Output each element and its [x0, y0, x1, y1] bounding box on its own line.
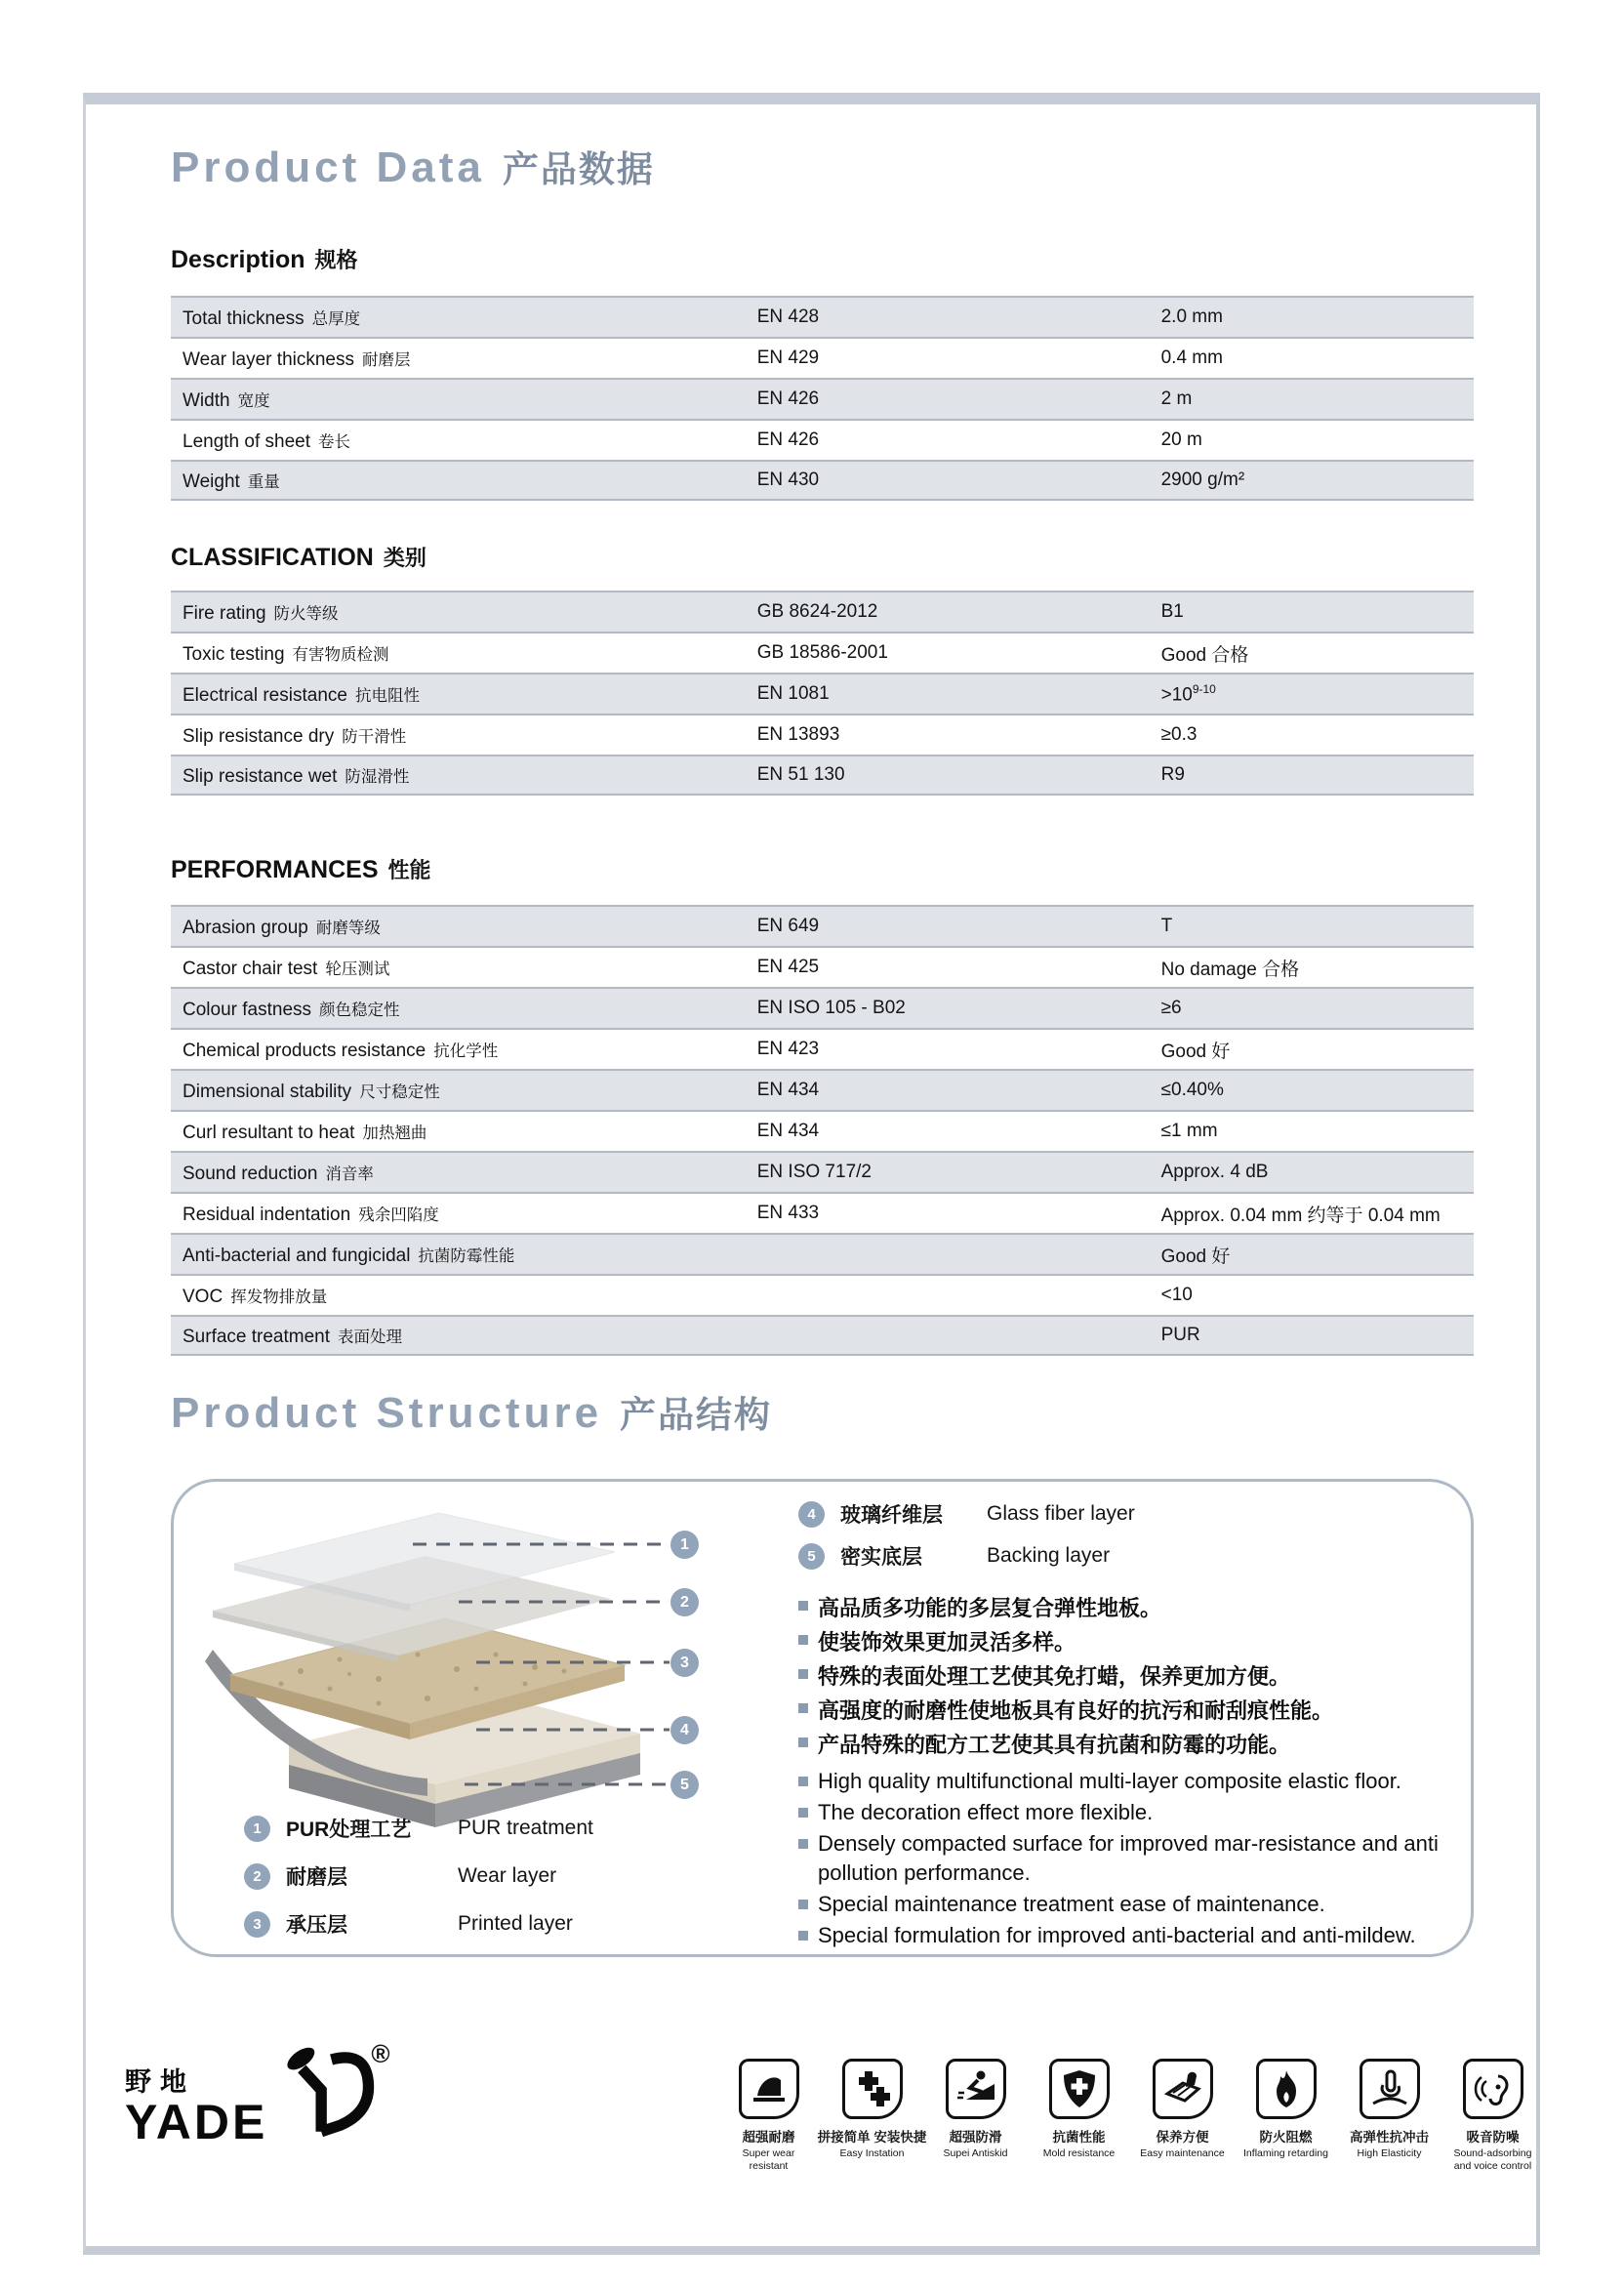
heading-en: CLASSIFICATION [171, 544, 374, 571]
legend-marker-number: 4 [798, 1501, 825, 1528]
row-label-zh: 宽度 [237, 391, 270, 410]
legend-marker-number: 3 [244, 1911, 270, 1938]
row-value [1161, 998, 1474, 1019]
row-label-zh: 颜色稳定性 [319, 1001, 400, 1019]
row-value-text: >10 [1160, 684, 1193, 706]
table-row [171, 1069, 1474, 1110]
row-label [171, 1161, 757, 1185]
page-title-zh: 产品数据 [502, 149, 655, 189]
row-label [171, 388, 757, 412]
badge-label-en: Easy Instation [839, 2147, 905, 2159]
certification-badge [722, 2059, 815, 2172]
row-standard: GB 8624-2012 [756, 601, 878, 622]
row-label-en: Slip resistance dry [183, 725, 335, 747]
row-label-en: Wear layer thickness [183, 348, 354, 370]
heading-en: PERFORMANCES [171, 856, 379, 883]
row-label-zh: 消音率 [325, 1165, 374, 1183]
row-label-en: Castor chair test [183, 958, 318, 979]
certification-badge [929, 2059, 1022, 2172]
table-row [171, 419, 1474, 460]
row-value-text: <10 [1160, 1285, 1193, 1305]
row-label-zh: 尺寸稳定性 [359, 1083, 440, 1101]
legend-label-zh: PUR处理工艺 [286, 1819, 412, 1841]
legend-label-zh: 承压层 [286, 1914, 347, 1937]
certification-badge [1343, 2059, 1436, 2172]
table-row [171, 460, 1474, 501]
row-value [1161, 429, 1474, 451]
certification-badge [1446, 2059, 1539, 2172]
row-label-en: Total thickness [183, 307, 304, 329]
section-heading-description [171, 244, 358, 274]
row-label-zh: 重量 [247, 472, 280, 491]
row-value [1161, 470, 1474, 491]
badge-label-zh: 拼接简单 安装快捷 [817, 2130, 927, 2145]
bullet-item: Special maintenance treatment ease of maintenance. [798, 1890, 1464, 1919]
row-value-text: Good 好 [1160, 1041, 1231, 1062]
row-value-text: 20 m [1160, 429, 1202, 450]
brand-logo [125, 2039, 394, 2149]
row-label-en: Electrical resistance [183, 684, 347, 706]
antiskid-icon [946, 2059, 1006, 2119]
description-table [171, 296, 1474, 501]
row-label [171, 469, 757, 493]
row-label-zh: 抗菌防霉性能 [418, 1247, 515, 1265]
flame-retardant-icon [1256, 2059, 1317, 2119]
row-label-zh: 抗化学性 [433, 1042, 499, 1060]
row-standard: EN 434 [756, 1080, 820, 1100]
row-standard: EN 51 130 [756, 764, 845, 785]
badge-label-en: High Elasticity [1357, 2147, 1422, 2159]
row-standard: EN 434 [756, 1121, 820, 1141]
page-card [83, 93, 1540, 2255]
table-row [171, 632, 1474, 673]
row-value-text: 2 m [1160, 388, 1193, 409]
certification-badge [817, 2059, 927, 2172]
high-elasticity-icon [1360, 2059, 1420, 2119]
row-value-text: 0.4 mm [1160, 347, 1223, 368]
row-label-en: Anti-bacterial and fungicidal [183, 1245, 411, 1266]
row-value-text: Good 合格 [1160, 644, 1249, 666]
row-label-zh: 卷长 [318, 432, 350, 451]
row-label-zh: 防干滑性 [342, 727, 407, 746]
section-heading-classification [171, 542, 426, 572]
row-value-text: Approx. 0.04 mm 约等于 0.04 mm [1160, 1205, 1441, 1226]
row-value [1161, 955, 1474, 981]
bullet-item: Densely compacted surface for improved mar-resistance and anti pollution performance. [798, 1829, 1464, 1888]
row-label-zh: 耐磨等级 [315, 919, 381, 937]
table-row [171, 1192, 1474, 1233]
registered-trademark: ® [371, 2039, 390, 2068]
row-label-en: Width [183, 389, 230, 411]
legend-label-zh: 密实底层 [840, 1546, 922, 1569]
badge-label-en: Inflaming retarding [1243, 2147, 1328, 2159]
row-value-text: ≥0.3 [1160, 724, 1198, 745]
row-label [171, 763, 757, 788]
row-label-en: VOC [183, 1286, 223, 1307]
row-value-text: ≤0.40% [1160, 1080, 1224, 1100]
certification-badge [1136, 2059, 1229, 2172]
badge-label-zh: 高弹性抗冲击 [1350, 2130, 1429, 2145]
row-value-text: Good 好 [1160, 1246, 1231, 1267]
brand-name-zh: 野地 [125, 2067, 195, 2097]
row-value [1161, 724, 1474, 746]
classification-table [171, 591, 1474, 796]
heading-zh: 类别 [383, 546, 426, 570]
diagram-marker: 3 [670, 1649, 699, 1677]
row-value-text: No damage 合格 [1160, 959, 1300, 980]
row-label-zh: 轮压测试 [325, 960, 390, 978]
legend-marker-number: 2 [244, 1863, 270, 1890]
row-label-zh: 残余凹陷度 [358, 1206, 439, 1224]
row-label-zh: 加热翘曲 [362, 1124, 427, 1142]
legend-label-en: Wear layer [458, 1864, 557, 1887]
row-value [1161, 1201, 1474, 1227]
badge-label-en: Easy maintenance [1140, 2147, 1225, 2159]
row-label-zh: 耐磨层 [362, 350, 411, 369]
row-label-zh: 抗电阻性 [354, 686, 420, 705]
row-label-en: Abrasion group [183, 917, 308, 938]
diagram-marker: 4 [670, 1716, 699, 1744]
product-structure-panel [171, 1479, 1474, 1957]
table-row [171, 1274, 1474, 1315]
table-row [171, 1151, 1474, 1192]
row-label [171, 915, 757, 939]
row-standard: EN 649 [756, 916, 820, 936]
mold-resistance-icon [1049, 2059, 1110, 2119]
row-standard: EN ISO 717/2 [756, 1162, 872, 1182]
sound-absorbing-icon [1463, 2059, 1523, 2119]
row-value-text: PUR [1160, 1325, 1200, 1345]
row-value [1161, 682, 1474, 706]
row-value-text: B1 [1160, 601, 1184, 622]
table-row [171, 1110, 1474, 1151]
heading-zh: 性能 [387, 858, 431, 882]
row-label [171, 429, 757, 453]
badge-label-en: Supei Antiskid [943, 2147, 1008, 2159]
badge-label-en: Mold resistance [1042, 2147, 1116, 2159]
easy-install-icon [842, 2059, 903, 2119]
row-label [171, 682, 757, 707]
row-standard: EN 430 [756, 470, 820, 490]
feature-bullets-en [798, 1767, 1464, 1952]
row-value [1161, 1285, 1474, 1306]
row-value [1161, 307, 1474, 328]
row-label-zh: 防火等级 [273, 604, 339, 623]
table-row [171, 905, 1474, 946]
row-label [171, 1038, 757, 1062]
page-title [171, 140, 655, 192]
page-title-en: Product Data [171, 143, 485, 191]
bullet-item: 高强度的耐磨性使地板具有良好的抗污和耐刮痕性能。 [798, 1694, 1464, 1728]
row-label-zh: 防湿滑性 [345, 767, 410, 786]
row-value-text: 2900 g/m² [1160, 470, 1245, 490]
legend-right [798, 1499, 1135, 1583]
row-value-text: Approx. 4 dB [1160, 1162, 1269, 1182]
badge-label-zh: 超强耐磨 [742, 2130, 795, 2145]
feature-bullets-zh [798, 1591, 1464, 1762]
certification-badge [1033, 2059, 1125, 2172]
table-row [171, 591, 1474, 632]
row-standard: EN 428 [756, 307, 820, 327]
row-label [171, 956, 757, 980]
table-row [171, 378, 1474, 419]
row-label-zh: 总厚度 [311, 309, 361, 328]
row-label-en: Toxic testing [183, 643, 285, 665]
row-standard: EN 425 [756, 957, 820, 977]
row-label [171, 1120, 757, 1144]
structure-title-zh: 产品结构 [620, 1395, 773, 1435]
legend-label-en: Glass fiber layer [987, 1502, 1135, 1525]
row-value-text: ≤1 mm [1160, 1121, 1218, 1141]
row-standard: EN 13893 [756, 724, 840, 745]
performances-table [171, 905, 1474, 1356]
row-label-en: Residual indentation [183, 1204, 351, 1225]
diagram-marker: 2 [670, 1588, 699, 1616]
bullet-item: 使装饰效果更加灵活多样。 [798, 1625, 1464, 1659]
badge-label-zh: 吸音防噪 [1466, 2130, 1520, 2145]
row-value [1161, 1080, 1474, 1101]
row-value [1161, 388, 1474, 410]
row-label-en: Dimensional stability [183, 1081, 352, 1102]
heading-zh: 规格 [314, 248, 358, 272]
row-value [1161, 1037, 1474, 1063]
row-standard: EN 423 [756, 1039, 820, 1059]
legend-item [244, 1909, 593, 1939]
table-row [171, 673, 1474, 714]
table-row [171, 987, 1474, 1028]
row-label [171, 1079, 757, 1103]
row-value [1161, 347, 1474, 369]
row-label [171, 1324, 757, 1348]
row-standard: EN 426 [756, 388, 820, 409]
diagram-marker: 5 [670, 1771, 699, 1799]
table-row [171, 755, 1474, 796]
row-value-text: T [1160, 916, 1173, 936]
section-heading-performances [171, 854, 431, 884]
legend-label-en: Backing layer [987, 1544, 1111, 1567]
legend-left [244, 1814, 593, 1957]
badge-label-zh: 超强防滑 [949, 2130, 1002, 2145]
row-value [1161, 1121, 1474, 1142]
row-value-sup: 9-10 [1192, 681, 1216, 696]
row-value-text: ≥6 [1160, 998, 1182, 1018]
row-label-en: Colour fastness [183, 999, 312, 1020]
legend-label-zh: 耐磨层 [286, 1866, 347, 1889]
row-label-en: Chemical products resistance [183, 1040, 426, 1061]
row-standard: EN 433 [756, 1203, 820, 1223]
structure-title-en: Product Structure [171, 1389, 603, 1437]
bullet-item: Special formulation for improved anti-bacterial and anti-mildew. [798, 1921, 1464, 1950]
legend-label-en: Printed layer [458, 1912, 573, 1935]
legend-item [798, 1499, 1135, 1529]
legend-marker-number: 5 [798, 1543, 825, 1570]
row-value [1161, 640, 1474, 667]
legend-marker-number: 1 [244, 1816, 270, 1842]
row-value [1161, 1325, 1474, 1346]
row-value [1161, 601, 1474, 623]
brand-name-en: YADE [125, 2095, 268, 2149]
brand-logo-text [125, 2061, 268, 2149]
row-label-en: Surface treatment [183, 1326, 331, 1347]
table-row [171, 1233, 1474, 1274]
row-value [1161, 1242, 1474, 1268]
wear-resistant-icon [739, 2059, 799, 2119]
row-value [1161, 916, 1474, 937]
badge-label-en: Sound-adsorbing and voice control [1453, 2147, 1532, 2172]
row-label-en: Slip resistance wet [183, 765, 338, 787]
table-row [171, 1028, 1474, 1069]
row-label [171, 723, 757, 748]
row-value-text: R9 [1160, 764, 1185, 785]
row-label [171, 1202, 757, 1226]
easy-maintenance-icon [1153, 2059, 1213, 2119]
badge-label-zh: 保养方便 [1156, 2130, 1209, 2145]
badge-label-zh: 防火阻燃 [1259, 2130, 1313, 2145]
row-label [171, 1284, 757, 1308]
row-standard: EN 426 [756, 429, 820, 450]
badge-label-zh: 抗菌性能 [1052, 2130, 1106, 2145]
structure-title [171, 1385, 772, 1438]
heading-en: Description [171, 246, 305, 273]
certification-badge [1239, 2059, 1332, 2172]
bullet-item: High quality multifunctional multi-layer composite elastic floor. [798, 1767, 1464, 1796]
row-label-en: Length of sheet [183, 430, 310, 452]
table-row [171, 946, 1474, 987]
legend-label-zh: 玻璃纤维层 [840, 1504, 943, 1527]
legend-item [244, 1814, 593, 1843]
certification-badges [722, 2059, 1539, 2172]
bullet-item: The decoration effect more flexible. [798, 1798, 1464, 1827]
bullet-item: 产品特殊的配方工艺使其具有抗菌和防霉的功能。 [798, 1728, 1464, 1762]
row-label-en: Fire rating [183, 602, 266, 624]
row-value [1161, 1162, 1474, 1183]
row-label-en: Weight [183, 470, 240, 492]
row-label [171, 641, 757, 666]
row-label-zh: 有害物质检测 [292, 645, 389, 664]
row-standard: EN ISO 105 - B02 [756, 998, 906, 1018]
row-label-zh: 表面处理 [338, 1328, 403, 1346]
row-label [171, 347, 757, 371]
bullet-item: 高品质多功能的多层复合弹性地板。 [798, 1591, 1464, 1625]
legend-label-en: PUR treatment [458, 1817, 593, 1839]
table-row [171, 714, 1474, 755]
row-label [171, 600, 757, 625]
table-row [171, 1315, 1474, 1356]
row-label [171, 997, 757, 1021]
row-standard: GB 18586-2001 [756, 642, 888, 663]
badge-label-en: Super wear resistant [742, 2147, 795, 2172]
row-label [171, 1243, 757, 1267]
diagram-marker: 1 [670, 1531, 699, 1559]
legend-item [244, 1861, 593, 1891]
row-label [171, 306, 757, 330]
row-standard: EN 1081 [756, 683, 830, 704]
table-row [171, 337, 1474, 378]
row-standard: EN 429 [756, 347, 820, 368]
row-label-zh: 挥发物排放量 [230, 1288, 328, 1306]
row-label-en: Sound reduction [183, 1163, 318, 1184]
yade-monogram-icon [273, 2042, 375, 2144]
row-value-text: 2.0 mm [1160, 307, 1223, 327]
legend-item [798, 1541, 1135, 1571]
table-row [171, 296, 1474, 337]
row-label-en: Curl resultant to heat [183, 1122, 355, 1143]
row-value [1161, 764, 1474, 786]
bullet-item: 特殊的表面处理工艺使其免打蜡，保养更加方便。 [798, 1659, 1464, 1694]
